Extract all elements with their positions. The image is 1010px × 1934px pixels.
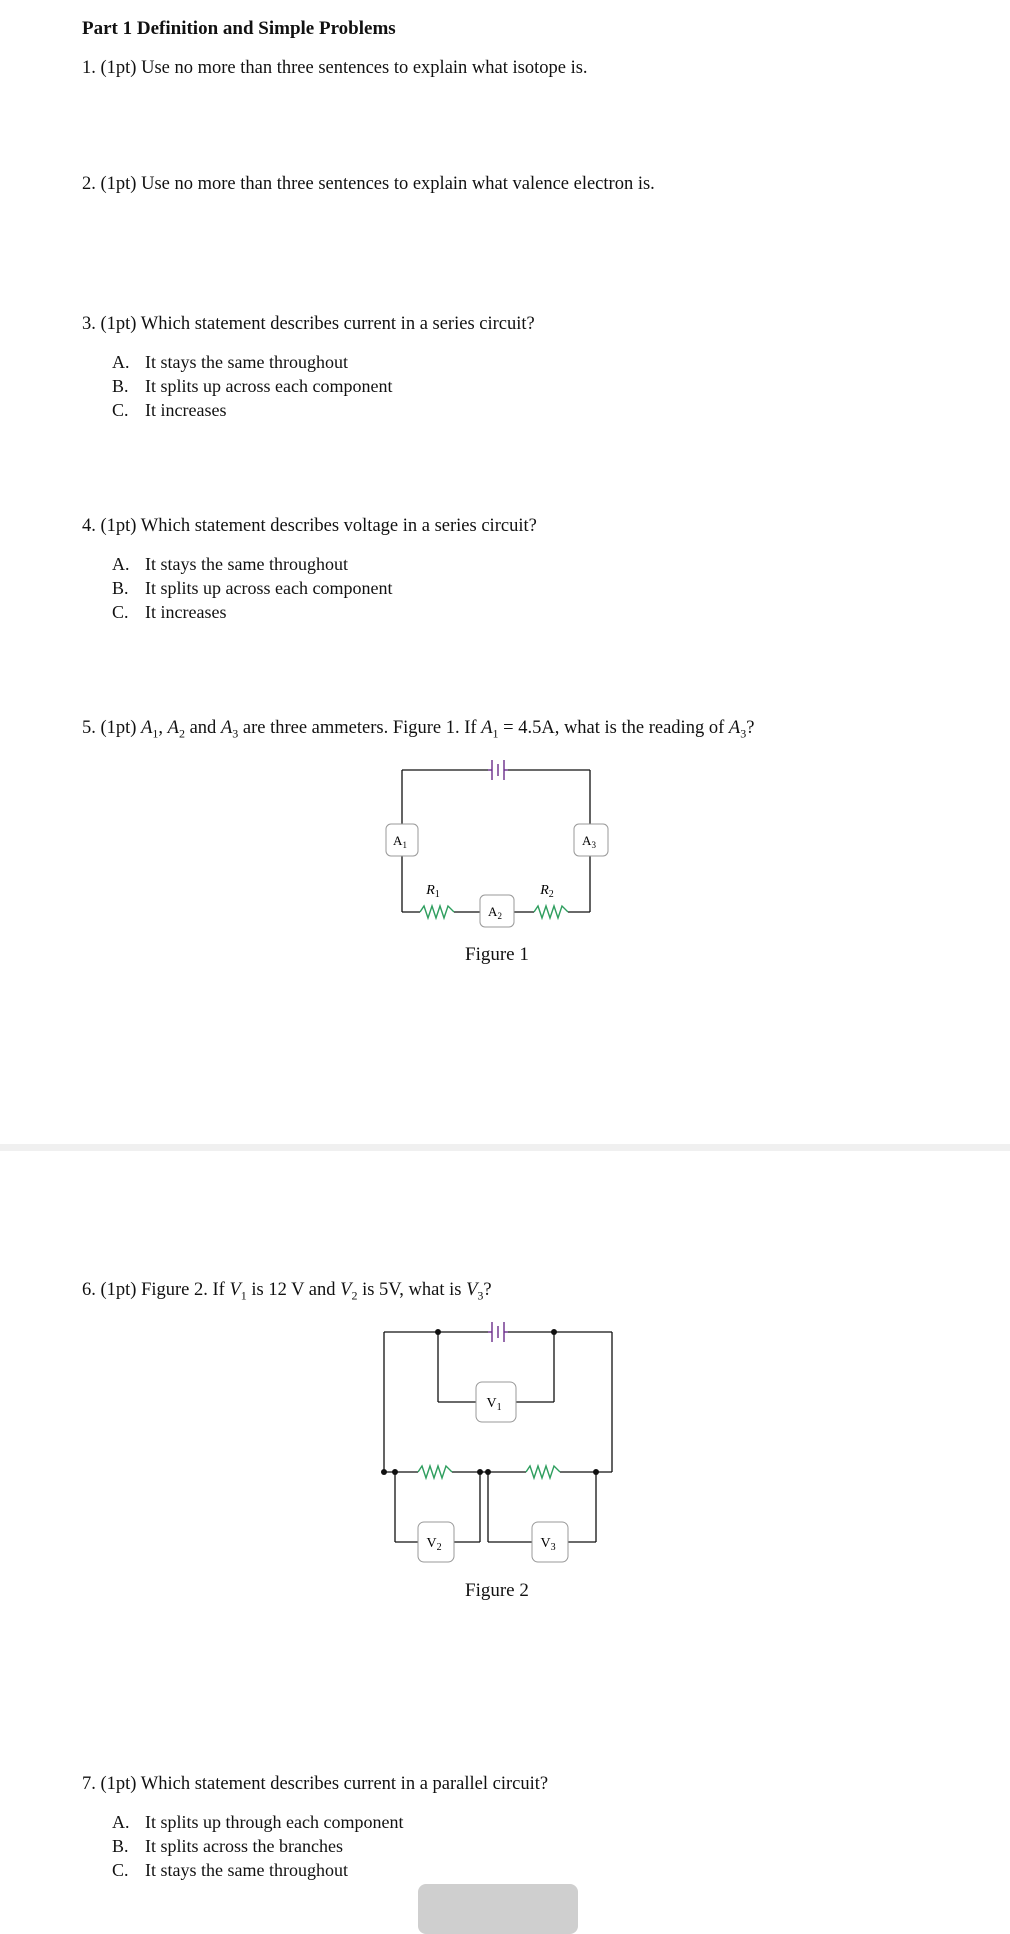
question-1: 1. (1pt) Use no more than three sentences to explain what isotope is.	[82, 58, 588, 78]
q4-option-a: A. It stays the same throughout	[112, 554, 348, 574]
figure-2-caption: Figure 2	[465, 1580, 529, 1601]
page-title: Part 1 Definition and Simple Problems	[82, 18, 396, 39]
resistor-right	[526, 1466, 560, 1478]
svg-text:V2: $V_2$	[426, 1536, 442, 1553]
voltmeter-v3	[532, 1522, 568, 1562]
label-r2: $R_2$	[540, 883, 554, 900]
q3-option-a: A. It stays the same throughout	[112, 352, 348, 372]
q4-option-c: C. It increases	[112, 602, 227, 622]
battery-icon	[488, 760, 508, 780]
svg-text:V1: $V_1$	[486, 1396, 502, 1413]
question-6: 6. (1pt) Figure 2. If $V_1$ is 12 V and $V_2$ is 5V, what is $V_3$?	[82, 1280, 492, 1303]
page-break	[0, 1144, 1010, 1151]
figure-1-circuit	[370, 750, 630, 930]
ammeter-a1	[386, 824, 418, 856]
svg-text:A2: $A_2$	[488, 904, 502, 921]
battery-icon	[488, 1322, 508, 1342]
ammeter-a2	[480, 895, 514, 927]
question-3: 3. (1pt) Which statement describes current in a series circuit?	[82, 314, 535, 334]
ammeter-a3	[574, 824, 608, 856]
question-5: 5. (1pt) $A_1$, $A_2$ and $A_3$ are three ammeters. Figure 1. If $A_1 = 4.5A$, what is the reading of $A_3$?	[82, 718, 755, 741]
figure-2-wires	[384, 1332, 612, 1542]
q7-option-a: A. It splits up through each component	[112, 1812, 404, 1832]
resistor-r2	[534, 906, 568, 918]
svg-text:V3: $V_3$	[540, 1536, 556, 1553]
question-4: 4. (1pt) Which statement describes voltage in a series circuit?	[82, 516, 537, 536]
figure-1-caption: Figure 1	[465, 944, 529, 965]
q4-option-b: B. It splits up across each component	[112, 578, 393, 598]
q7-option-c: C. It stays the same throughout	[112, 1860, 348, 1880]
voltmeter-v2	[418, 1522, 454, 1562]
figure-2-circuit	[370, 1310, 630, 1570]
page-navigation-control[interactable]	[418, 1884, 578, 1934]
q7-option-b: B. It splits across the branches	[112, 1836, 343, 1856]
voltmeter-v1	[476, 1382, 516, 1422]
resistor-r1	[420, 906, 454, 918]
q3-option-c: C. It increases	[112, 400, 227, 420]
svg-text:A1: $A_1$	[393, 833, 407, 850]
q3-option-b: B. It splits up across each component	[112, 376, 393, 396]
question-7: 7. (1pt) Which statement describes current in a parallel circuit?	[82, 1774, 549, 1794]
question-2: 2. (1pt) Use no more than three sentences to explain what valence electron is.	[82, 174, 655, 194]
svg-text:A3: $A_3$	[582, 833, 596, 850]
resistor-left	[418, 1466, 452, 1478]
label-r1: $R_1$	[426, 883, 440, 900]
